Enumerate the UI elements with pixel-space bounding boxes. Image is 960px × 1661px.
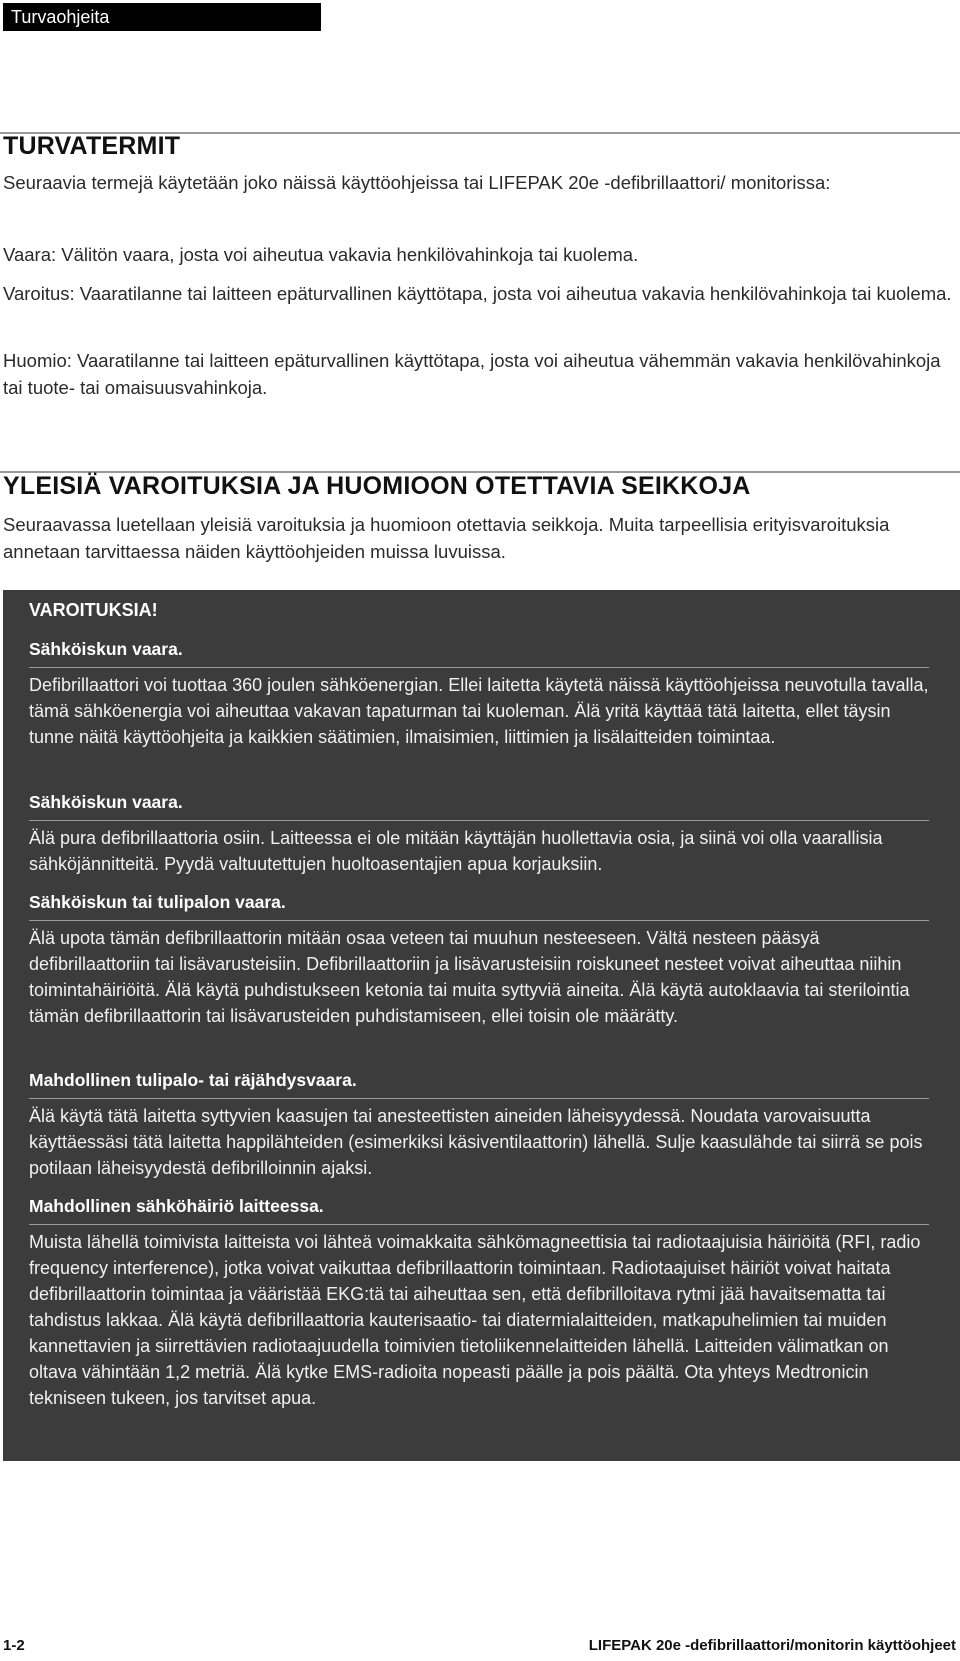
warning-divider <box>29 920 929 921</box>
warning-divider <box>29 667 929 668</box>
warning-text: Muista lähellä toimivista laitteista voi lähteä voimakkaita sähkömagneettisia tai radiotaajuisia häiriöitä (RFI, radio frequency interference), jotka voivat vaikuttaa defibrillaattorin toimintaan. Radiotaajuiset häiriöt voivat haitata defibrillaattorin toimintaa ja vääristää EKG:tä tai aiheuttaa sen, että defibrilloitava rytmi jää havaitsematta tai tahdistus lakkaa. Älä käytä defibrillaattoria kauterisaatio- tai diatermialaitteiden, matkapuhelimien tai muiden kannettavien ja siirrettävien radiotaajuudella toimivien tietoliikennelaitteiden lähellä. Laitteiden välimatkan on oltava vähintään 1,2 metriä. Älä kytke EMS-radioita nopeasti päälle ja pois päältä. Ota yhteys Medtronicin tekniseen tukeen, jos tarvitset apua. <box>29 1232 921 1408</box>
section-tab: Turvaohjeita <box>3 3 321 31</box>
term-huomio: Huomio: Vaaratilanne tai laitteen epäturvallinen käyttötapa, josta voi aiheutua vähemmän vakavia henkilövahinkoja tai tuote- tai omaisuusvahinkoja. <box>3 350 941 398</box>
page-number: 1-2 <box>3 1637 25 1654</box>
warnings-box <box>3 590 960 1461</box>
warning-text: Älä upota tämän defibrillaattorin mitään osaa veteen tai muuhun nesteeseen. Vältä nesteen pääsyä defibrillaattoriin tai lisävarusteisiin. Defibrillaattoriin ja lisävarusteisiin roiskuneet nesteet voivat aiheuttaa niihin toimintahäiriöitä. Älä käytä puhdistukseen ketonia tai muita syttyviä aineita. Älä käytä autoklaavia tai sterilointia tämän defibrillaattorin tai lisävarusteiden puhdistamiseen, ellei toisin ole määrätty. <box>29 928 910 1026</box>
warning-divider <box>29 820 929 821</box>
section-intro-paragraph: Seuraavassa luetellaan yleisiä varoituksia ja huomioon otettavia seikkoja. Muita tarpeellisia erityisvaroituksia annetaan tarvittaessa näiden käyttöohjeiden muissa luvuissa. <box>3 514 890 562</box>
warning-heading: Sähköiskun vaara. <box>29 639 183 659</box>
warning-heading: Sähköiskun vaara. <box>29 792 183 812</box>
warning-divider <box>29 1098 929 1099</box>
warning-heading: Mahdollinen tulipalo- tai räjähdysvaara. <box>29 1070 357 1090</box>
warning-divider <box>29 1224 929 1225</box>
warning-text: Älä käytä tätä laitetta syttyvien kaasujen tai anesteettisten aineiden läheisyydessä. Noudata varovaisuutta käyttäessäsi tätä laitetta happilähteiden (esimerkiksi käsiventilaattorin) lähellä. Sulje kaasulähde tai siirrä se pois potilaan läheisyydestä defibrilloinnin ajaksi. <box>29 1106 923 1178</box>
section-title-turvatermit: TURVATERMIT <box>3 132 181 160</box>
warnings-title: VAROITUKSIA! <box>29 600 158 620</box>
intro-paragraph: Seuraavia termejä käytetään joko näissä käyttöohjeissa tai LIFEPAK 20e -defibrillaattori/ monitorissa: <box>3 172 831 193</box>
section-title-yleisia-varoituksia: YLEISIÄ VAROITUKSIA JA HUOMIOON OTETTAVIA SEIKKOJA <box>3 472 751 500</box>
warning-heading: Mahdollinen sähköhäiriö laitteessa. <box>29 1196 324 1216</box>
warning-text: Älä pura defibrillaattoria osiin. Laitteessa ei ole mitään käyttäjän huollettavia osia, ja siinä voi olla vaarallisia sähköjännitteitä. Pyydä valtuutettujen huoltoasentajien apua korjauksiin. <box>29 828 883 874</box>
warning-heading: Sähköiskun tai tulipalon vaara. <box>29 892 286 912</box>
term-vaara: Vaara: Välitön vaara, josta voi aiheutua vakavia henkilövahinkoja tai kuolema. <box>3 244 639 265</box>
manual-title: LIFEPAK 20e -defibrillaattori/monitorin käyttöohjeet <box>588 1637 956 1654</box>
warning-text: Defibrillaattori voi tuottaa 360 joulen sähköenergian. Ellei laitetta käytetä näissä käyttöohjeissa neuvotulla tavalla, tämä sähköenergia voi aiheuttaa vakavan tapaturman tai kuoleman. Älä yritä käyttää tätä laitetta, ellet täysin tunne näitä käyttöohjeita ja kaikkien säätimien, ilmaisimien, liittimien ja lisälaitteiden toimintaa. <box>29 675 929 747</box>
term-varoitus: Varoitus: Vaaratilanne tai laitteen epäturvallinen käyttötapa, josta voi aiheutua vakavia henkilövahinkoja tai kuolema. <box>3 283 952 304</box>
